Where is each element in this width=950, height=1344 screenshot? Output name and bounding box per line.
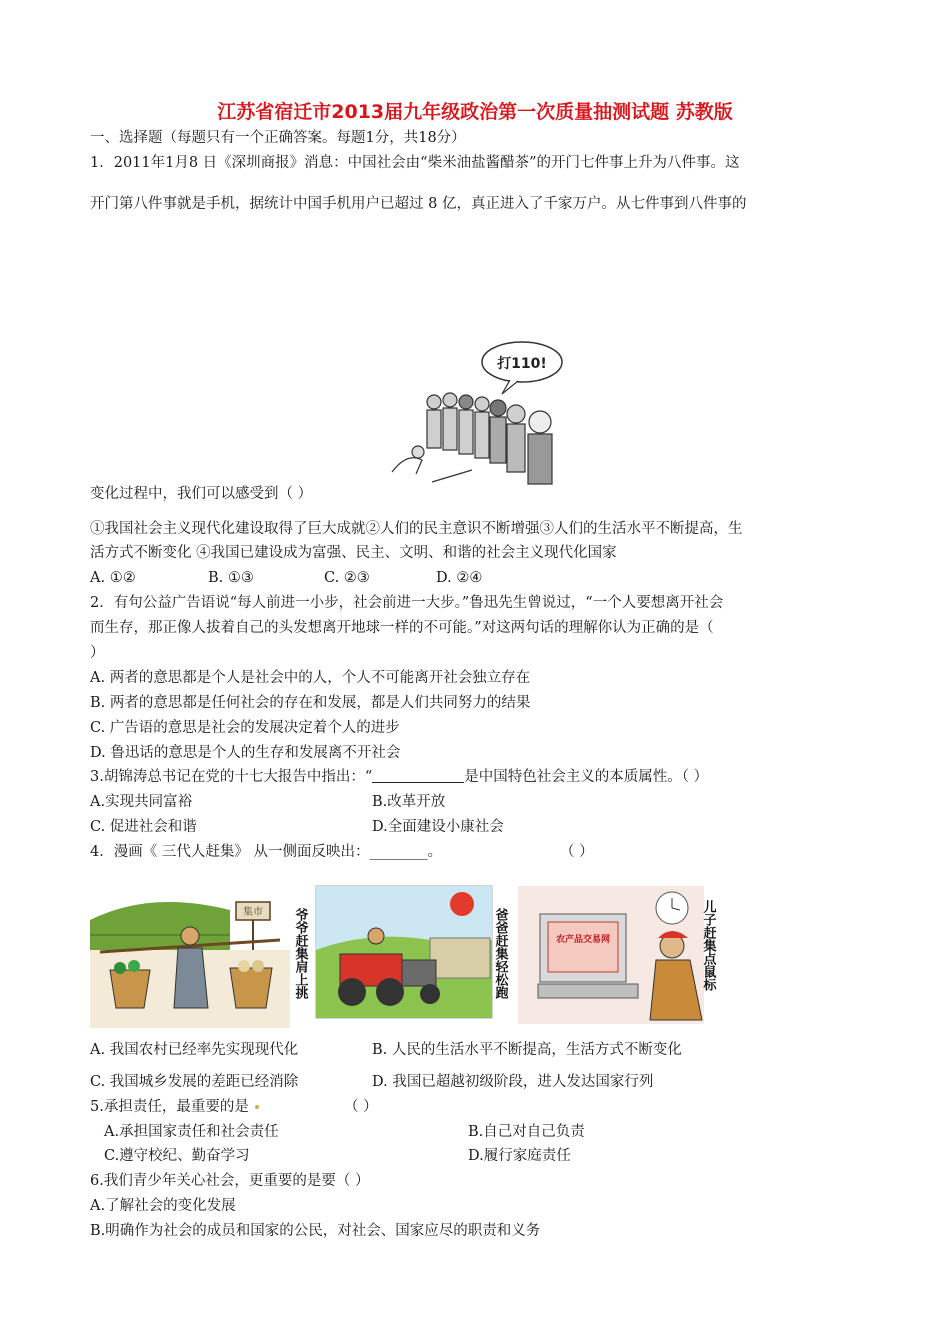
- q5-option-a: A.承担国家责任和社会责任: [104, 1124, 279, 1140]
- answer-blank: [372, 768, 464, 783]
- grandfather-caption: 爷爷赶集肩上挑: [292, 908, 308, 999]
- q6-stem: 6.我们青少年关心社会，更重要的是要（ ）: [90, 1173, 370, 1189]
- grandfather-panel: [90, 880, 290, 1028]
- q1-option-b: B. ①③: [208, 570, 254, 586]
- crowd-cartoon-image: [372, 332, 582, 502]
- speech-bubble-text: 打110!: [497, 356, 547, 372]
- q5-option-b: B.自己对自己负责: [468, 1124, 585, 1140]
- q3-option-c: C. 促进社会和谐: [90, 819, 197, 835]
- q5-option-d: D.履行家庭责任: [468, 1148, 571, 1164]
- q2-option-d: D. 鲁迅话的意思是个人的生存和发展离不开社会: [90, 745, 401, 761]
- q4-stem: 4．漫画《 三代人赶集》 从一侧面反映出：________。: [90, 844, 442, 860]
- q4-option-d: D. 我国已超越初级阶段，进人发达国家行列: [372, 1074, 654, 1090]
- q6-option-b: B.明确作为社会的成员和国家的公民，对社会、国家应尽的职责和义务: [90, 1223, 541, 1239]
- q1-statements-line2: 活方式不断变化 ④我国已建设成为富强、民主、文明、和谐的社会主义现代化国家: [90, 545, 617, 561]
- q2-option-a: A. 两者的意思都是个人是社会中的人，个人不可能离开社会独立存在: [90, 670, 531, 686]
- three-generations-cartoon: [90, 880, 722, 1028]
- father-caption: 爸爸赶集轻松跑: [492, 908, 508, 999]
- q5-option-c: C.遵守校纪、勤奋学习: [104, 1148, 250, 1164]
- q2-stem-line2: 而生存，那正像人拔着自己的头发想离开地球一样的不可能。”对这两句话的理解你认为正确的是（: [90, 620, 714, 636]
- q5-answer-paren: （ ）: [344, 1099, 378, 1115]
- q3-stem: [90, 767, 708, 787]
- q5-stem-text: 5.承担责任，最重要的是: [90, 1099, 249, 1115]
- q4-option-a: A. 我国农村已经率先实现现代化: [90, 1042, 299, 1058]
- q1-stem-line3: 变化过程中，我们可以感受到（ ）: [90, 486, 313, 502]
- q5-stem: [90, 1097, 259, 1117]
- q2-stem-line3: ）: [90, 645, 105, 661]
- q2-option-b: B. 两者的意思都是任何社会的存在和发展，都是人们共同努力的结果: [90, 695, 531, 711]
- trade-site-text: 农产品交易网: [555, 935, 611, 945]
- q3-option-a: A.实现共同富裕: [90, 794, 193, 810]
- q4-answer-paren: （ ）: [560, 844, 594, 860]
- q1-option-d: D. ②④: [436, 570, 483, 586]
- son-panel: [518, 886, 704, 1024]
- market-sign-text: 集市: [243, 907, 263, 918]
- father-panel: [316, 886, 492, 1018]
- q3-option-d: D.全面建设小康社会: [372, 819, 504, 835]
- son-caption: 儿子赶集点鼠标: [700, 900, 716, 991]
- q3-stem-start: 3.胡锦涛总书记在党的十七大报告中指出：“: [90, 769, 373, 785]
- q3-option-b: B.改革开放: [372, 794, 446, 810]
- q4-option-b: B. 人民的生活水平不断提高，生活方式不断变化: [372, 1042, 682, 1058]
- q2-option-c: C. 广告语的意思是社会的发展决定着个人的进步: [90, 720, 400, 736]
- q1-stem-line1: 1．2011年1月8 日《深圳商报》消息：中国社会由“柴米油盐酱醋茶”的开门七件事上升为八件事。这: [90, 155, 740, 171]
- q1-stem-line2: 开门第八件事就是手机，据统计中国手机用户已超过 8 亿，真正进入了千家万户。从七件事到八件事的: [90, 196, 747, 212]
- q4-option-c: C. 我国城乡发展的差距已经消除: [90, 1074, 299, 1090]
- q6-option-a: A.了解社会的变化发展: [90, 1198, 236, 1214]
- mark-dot: [255, 1105, 259, 1109]
- page-title: 江苏省宿迁市2013届九年级政治第一次质量抽测试题 苏教版: [217, 101, 733, 123]
- q2-stem-line1: 2．有句公益广告语说“每人前进一小步，社会前进一大步。”鲁迅先生曾说过，“一个人要想离开社会: [90, 595, 724, 611]
- q1-option-a: A. ①②: [90, 570, 136, 586]
- q3-stem-end: 是中国特色社会主义的本质属性。（ ）: [464, 769, 709, 785]
- q1-statements-line1: ①我国社会主义现代化建设取得了巨大成就②人们的民主意识不断增强③人们的生活水平不断提高，生: [90, 521, 743, 537]
- q1-option-c: C. ②③: [324, 570, 370, 586]
- section-heading: 一、选择题（每题只有一个正确答案。每题1分，共18分）: [90, 130, 466, 146]
